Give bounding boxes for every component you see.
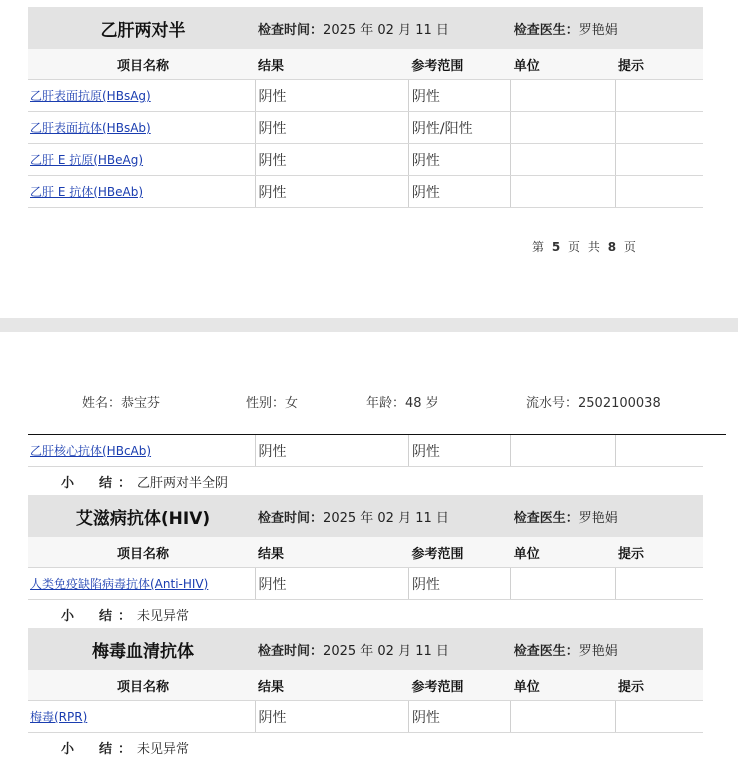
hiv-exam-doctor: 检查医生：罗艳娟 (511, 495, 703, 537)
hiv-section-header (28, 495, 703, 537)
hbv-table (28, 7, 703, 208)
summary-text: 乙肝两对半全阴 (137, 475, 229, 491)
ref-cell: 阴性 (408, 701, 510, 733)
report-page-6 (0, 332, 738, 774)
unit-cell (511, 112, 615, 144)
hint-cell (615, 112, 703, 144)
results-table-continued (28, 435, 703, 761)
col-item-name: 项目名称 (28, 537, 255, 568)
col-unit: 单位 (511, 49, 615, 80)
item-link-hbeab[interactable]: 乙肝 E 抗体(HBeAb) (28, 176, 255, 208)
syphilis-section-title: 梅毒血清抗体 (28, 628, 255, 670)
col-result: 结果 (255, 49, 408, 80)
hbv-section-header (28, 7, 703, 49)
result-cell: 阴性 (255, 80, 408, 112)
hint-cell (615, 435, 703, 467)
patient-sex: 性别：女 (246, 396, 299, 411)
hiv-section-title: 艾滋病抗体(HIV) (28, 495, 255, 537)
hbv-summary-row (28, 467, 703, 496)
table-row (28, 701, 703, 733)
current-page: 5 (551, 240, 563, 254)
hint-cell (615, 568, 703, 600)
item-link-anti-hiv[interactable]: 人类免疫缺陷病毒抗体(Anti-HIV) (28, 568, 255, 600)
col-unit: 单位 (511, 670, 615, 701)
item-link-hbeag[interactable]: 乙肝 E 抗原(HBeAg) (28, 144, 255, 176)
hbv-exam-time: 检查时间：2025 年 02 月 11 日 (255, 7, 511, 49)
col-hint: 提示 (615, 49, 703, 80)
table-row (28, 144, 703, 176)
item-link-hbcab[interactable]: 乙肝核心抗体(HBcAb) (28, 435, 255, 467)
unit-cell (511, 144, 615, 176)
unit-cell (511, 701, 615, 733)
col-ref-range: 参考范围 (408, 670, 510, 701)
hint-cell (615, 701, 703, 733)
summary-text: 未见异常 (137, 741, 190, 757)
unit-cell (511, 568, 615, 600)
col-unit: 单位 (511, 537, 615, 568)
column-header-row (28, 670, 703, 701)
table-row (28, 568, 703, 600)
hint-cell (615, 80, 703, 112)
col-result: 结果 (255, 537, 408, 568)
item-link-hbsab[interactable]: 乙肝表面抗体(HBsAb) (28, 112, 255, 144)
col-item-name: 项目名称 (28, 49, 255, 80)
col-item-name: 项目名称 (28, 670, 255, 701)
summary-label: 小 结： (61, 475, 138, 491)
unit-cell (511, 435, 615, 467)
item-link-rpr[interactable]: 梅毒(RPR) (28, 701, 255, 733)
result-cell: 阴性 (255, 568, 408, 600)
col-hint: 提示 (615, 537, 703, 568)
table-row (28, 112, 703, 144)
result-cell: 阴性 (255, 144, 408, 176)
summary-text: 未见异常 (137, 608, 190, 624)
syphilis-exam-time: 检查时间：2025 年 02 月 11 日 (255, 628, 511, 670)
serial-number: 流水号：2502100038 (526, 396, 661, 411)
result-cell: 阴性 (255, 176, 408, 208)
page-number-footer: 第 5 页 共 8 页 (532, 240, 638, 254)
unit-cell (511, 80, 615, 112)
result-cell: 阴性 (255, 701, 408, 733)
patient-age: 年龄：48 岁 (366, 396, 439, 411)
hbv-exam-doctor: 检查医生：罗艳娟 (511, 7, 703, 49)
column-header-row (28, 49, 703, 80)
col-result: 结果 (255, 670, 408, 701)
col-hint: 提示 (615, 670, 703, 701)
col-ref-range: 参考范围 (408, 537, 510, 568)
table-row (28, 435, 703, 467)
ref-cell: 阴性 (408, 435, 510, 467)
ref-cell: 阴性 (408, 176, 510, 208)
patient-name: 姓名：恭宝芬 (82, 396, 161, 411)
hiv-summary-row (28, 600, 703, 629)
result-cell: 阴性 (255, 435, 408, 467)
ref-cell: 阴性 (408, 144, 510, 176)
ref-cell: 阴性 (408, 568, 510, 600)
hbv-section-title: 乙肝两对半 (28, 7, 255, 49)
summary-label: 小 结： (61, 608, 138, 624)
summary-label: 小 结： (61, 741, 138, 757)
hint-cell (615, 144, 703, 176)
page-separator (0, 318, 738, 332)
syphilis-exam-doctor: 检查医生：罗艳娟 (511, 628, 703, 670)
report-page-5 (0, 0, 738, 318)
result-cell: 阴性 (255, 112, 408, 144)
hint-cell (615, 176, 703, 208)
col-ref-range: 参考范围 (408, 49, 510, 80)
syphilis-summary-row (28, 733, 703, 762)
column-header-row (28, 537, 703, 568)
ref-cell: 阴性/阳性 (408, 112, 510, 144)
item-link-hbsag[interactable]: 乙肝表面抗原(HBsAg) (28, 80, 255, 112)
table-row (28, 176, 703, 208)
total-pages: 8 (607, 240, 619, 254)
table-row (28, 80, 703, 112)
hiv-exam-time: 检查时间：2025 年 02 月 11 日 (255, 495, 511, 537)
unit-cell (511, 176, 615, 208)
ref-cell: 阴性 (408, 80, 510, 112)
syphilis-section-header (28, 628, 703, 670)
